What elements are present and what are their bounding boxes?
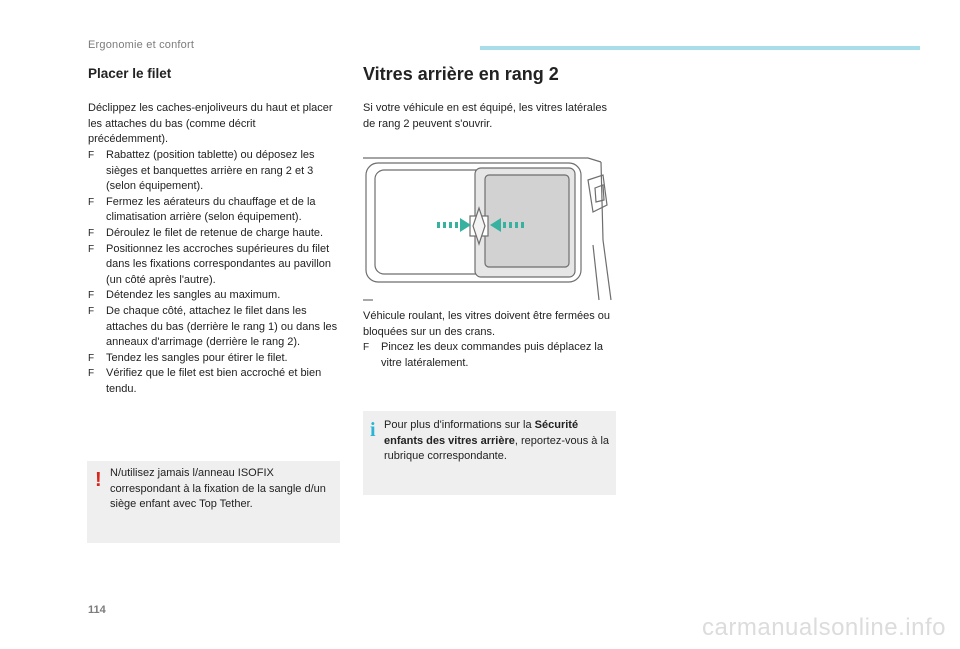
info-text: Pour plus d'informations sur la Sécurité enfants des vitres arrière, reportez-vous à la rubrique correspondante.	[384, 419, 610, 463]
right-steps-list	[363, 340, 619, 371]
door-edge-top	[363, 158, 601, 162]
list-item	[88, 304, 346, 351]
bullet-icon: F	[88, 196, 95, 208]
left-heading: Placer le filet	[88, 66, 172, 81]
list-item	[88, 148, 346, 195]
watermark: carmanualsonline.info	[702, 614, 946, 641]
list-item	[88, 195, 346, 226]
step-text: Déroulez le filet de retenue de charge haute.	[106, 226, 324, 239]
step-text: Rabattez (position tablette) ou déposez les sièges et banquettes arrière en rang 2 et 3 (selon équipement).	[106, 149, 315, 193]
info-link-text: Sécurité enfants des vitres arrière	[384, 419, 579, 447]
warning-icon: !	[95, 469, 102, 491]
list-item	[88, 226, 346, 242]
bullet-icon: F	[363, 342, 370, 353]
section-title: Ergonomie et confort	[88, 39, 195, 51]
page-number: 114	[88, 604, 106, 616]
right-intro: Si votre véhicule en est équipé, les vitres latérales de rang 2 peuvent s'ouvrir.	[363, 102, 607, 130]
info-icon: i	[370, 419, 376, 441]
list-item	[88, 351, 346, 367]
header-accent-bar	[480, 46, 920, 50]
bullet-icon: F	[88, 150, 95, 161]
step-text: Positionnez les accroches supérieures du filet dans les fixations correspondantes au pavillon (un côté après l'autre).	[106, 242, 332, 286]
list-item	[88, 366, 346, 397]
step-text: Détendez les sangles au maximum.	[106, 289, 281, 302]
right-heading: Vitres arrière en rang 2	[363, 64, 559, 84]
warning-text: N/utilisez jamais l/anneau ISOFIX correspondant à la fixation de la sangle d/un siège enfant avec Top Tether.	[110, 467, 326, 511]
step-text: Pincez les deux commandes puis déplacez la vitre latéralement.	[381, 341, 603, 369]
step-text: De chaque côté, attachez le filet dans les attaches du bas (derrière le rang 1) ou dans les anneaux d'arrimage (derrière le rang 2).	[106, 304, 338, 349]
bullet-icon: F	[88, 243, 95, 255]
step-text: Fermez les aérateurs du chauffage et de la climatisation arrière (selon équipement).	[106, 195, 316, 224]
left-steps-list	[88, 148, 346, 398]
list-item	[88, 288, 346, 304]
left-intro: Déclippez les caches-enjoliveurs du haut et placer les attaches du bas (comme décrit précédemment).	[88, 102, 333, 146]
step-text: Vérifiez que le filet est bien accroché et bien tendu.	[106, 367, 322, 395]
rear-window-illustration	[363, 150, 615, 305]
bullet-icon: F	[88, 290, 95, 302]
list-item	[363, 340, 619, 371]
bullet-icon: F	[88, 352, 95, 364]
bullet-icon: F	[88, 368, 95, 380]
step-text: Tendez les sangles pour étirer le filet.	[106, 351, 288, 364]
bullet-icon: F	[88, 227, 95, 239]
bullet-icon: F	[88, 305, 95, 317]
list-item	[88, 242, 346, 289]
right-after-figure: Véhicule roulant, les vitres doivent être fermées ou bloquées sur un des crans.	[363, 310, 611, 338]
